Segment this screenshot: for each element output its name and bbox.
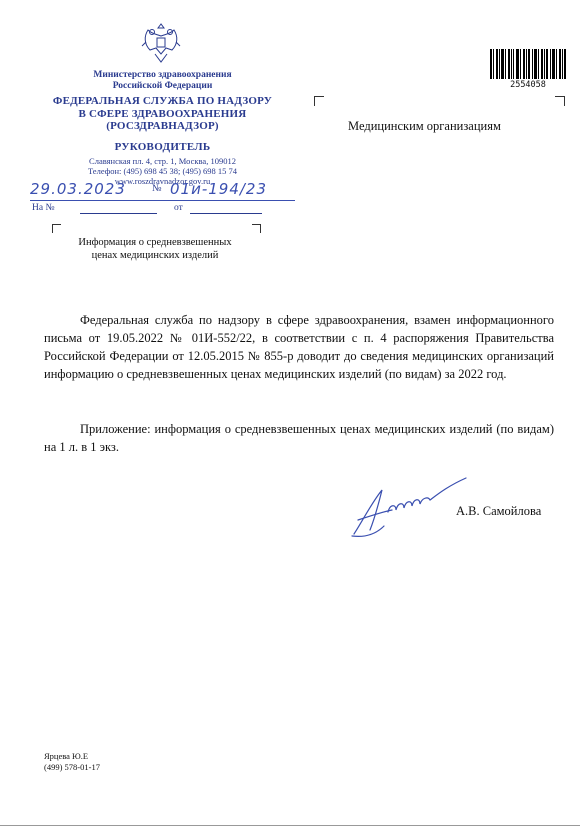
recipient: Медицинским организациям [348,119,501,133]
registration-number: 01и-194/23 [170,180,268,198]
executor-name: Ярцева Ю.Е [44,751,89,761]
coat-of-arms-icon [140,20,182,66]
executor-phone: (499) 578-01-17 [44,762,100,772]
signer-name: А.В. Самойлова [456,504,542,518]
recipient-bracket-left [314,96,324,106]
subject-bracket-right [252,224,261,233]
address-block: Славянская пл. 4, стр. 1, Москва, 109012 Телефон: (495) 698 45 38; (495) 698 15 74 www.roszdravnadzor.gov.ru [87,156,238,186]
in-reply-date-line [190,213,262,214]
attachment-paragraph: Приложение: информация о средневзвешенных ценах медицинских изделий (по видам) на 1 л. в 1 экз. [44,422,554,454]
registration-date: 29.03.2023 [30,180,126,198]
barcode-icon [490,49,566,79]
subject: Информация о средневзвешенных ценах медицинских изделий [78,237,232,261]
service-name: ФЕДЕРАЛЬНАЯ СЛУЖБА ПО НАДЗОРУ В СФЕРЕ ЗДРАВООХРАНЕНИЯ (РОСЗДРАВНАДЗОР) [52,95,273,132]
body-paragraph: Федеральная служба по надзору в сфере здравоохранения, взамен информационного письма от 19.05.2022 № 01И-552/22, в соответствии с п. 4 распоряжения Правительства Российской Федерации от 12.05.2015 № 855-р доводит до сведения медицинских организаций информацию о средневзвешенных ценах медицинских изделий (по видам) за 2022 год. [44,313,554,381]
executor-block [44,751,100,773]
recipient-bracket-right [555,96,565,106]
from-label: от [174,203,183,213]
in-reply-label: На № [32,203,55,213]
page-bottom-edge [0,825,580,826]
subject-bracket-left [52,224,61,233]
in-reply-number-line [80,213,157,214]
barcode-number: 2554058 [510,80,546,90]
number-label: № [152,183,162,194]
ministry-name: Министерство здравоохранения Российской Федерации [93,70,232,91]
head-title: РУКОВОДИТЕЛЬ [114,141,211,153]
